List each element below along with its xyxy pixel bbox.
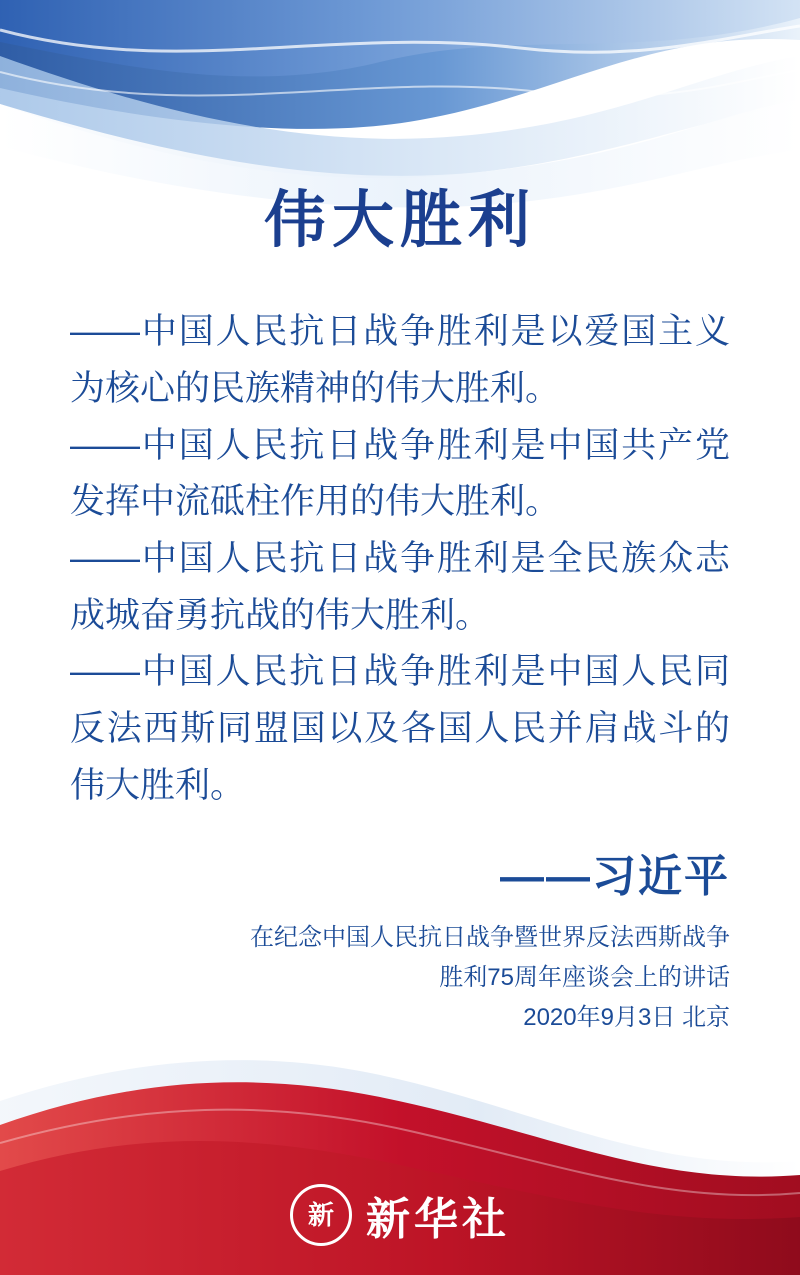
top-wave-svg — [0, 0, 800, 210]
quote-attribution: ——习近平 — [500, 852, 730, 902]
source-line-1: 在纪念中国人民抗日战争暨世界反法西斯战争 — [250, 924, 730, 952]
source-line-2: 胜利75周年座谈会上的讲话 — [439, 964, 730, 992]
xinhua-emblem-glyph: 新 — [307, 1200, 334, 1230]
quote-paragraph-2: ——中国人民抗日战争胜利是中国共产党发挥中流砥柱作用的伟大胜利。 — [70, 425, 730, 522]
publisher-logo — [0, 1183, 800, 1247]
quote-paragraph-3: ——中国人民抗日战争胜利是全民族众志成城奋勇抗战的伟大胜利。 — [70, 539, 730, 635]
poster-content — [0, 185, 800, 1037]
xinhua-emblem-icon — [290, 1184, 352, 1246]
top-wave-decoration — [0, 0, 800, 210]
quote-paragraph-1: ——中国人民抗日战争胜利是以爱国主义为核心的民族精神的伟大胜利。 — [70, 312, 730, 408]
quote-body — [70, 304, 730, 814]
quote-source — [70, 918, 730, 1037]
page-title: 伟大胜利 — [263, 186, 536, 255]
source-line-3: 2020年9月3日 北京 — [523, 1003, 730, 1031]
quote-paragraph-4: ——中国人民抗日战争胜利是中国人民同反法西斯同盟国以及各国人民并肩战斗的伟大胜利。 — [70, 652, 730, 805]
publisher-name: 新华社 — [366, 1195, 510, 1244]
